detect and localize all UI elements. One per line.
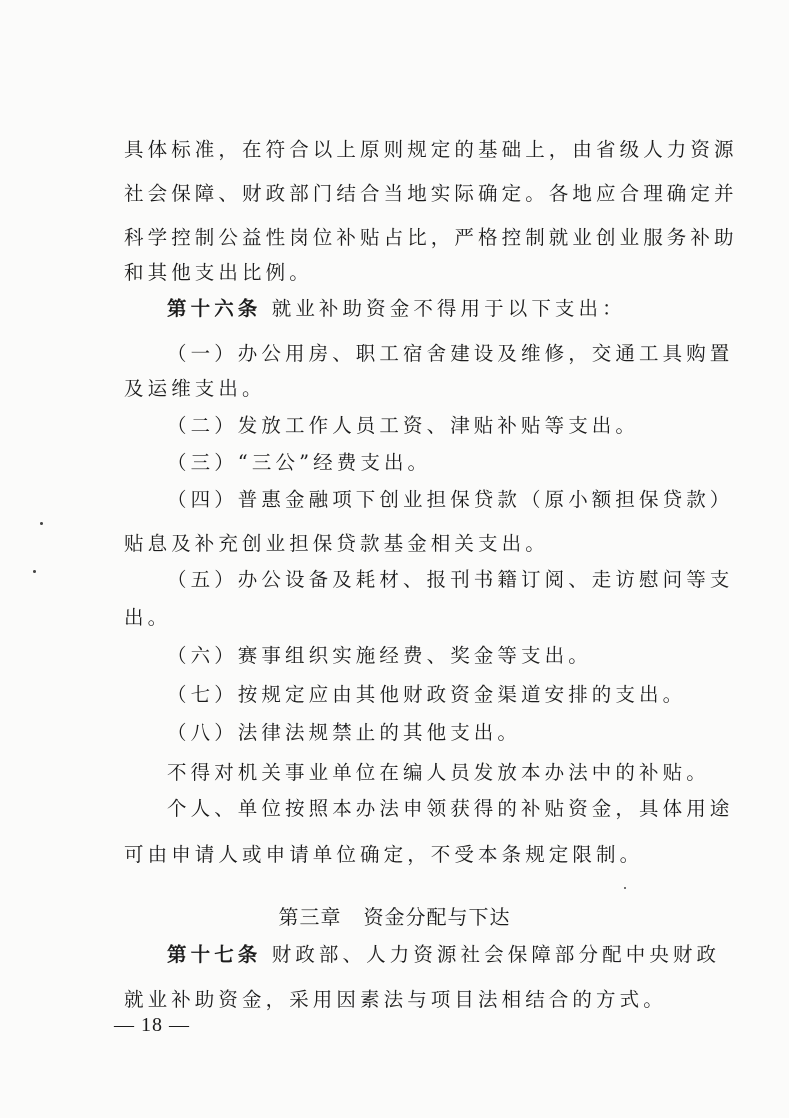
list-item: （三）“三公”经费支出。: [167, 451, 432, 474]
article-17: [167, 943, 720, 967]
article-17-text: 财政部、人力资源社会保障部分配中央财政: [271, 943, 721, 966]
list-item: （五）办公设备及耗材、报刊书籍订阅、走访慰问等支: [167, 568, 734, 591]
list-item-continuation: 及运维支出。: [124, 377, 266, 400]
paragraph-line: 就业补助资金，采用因素法与项目法相结合的方式。: [124, 988, 667, 1011]
paragraph-line: 和其他支出比例。: [124, 261, 313, 284]
list-item: （四）普惠金融项下创业担保贷款（原小额担保贷款）: [167, 488, 734, 511]
list-item: （六）赛事组织实施经费、奖金等支出。: [167, 644, 592, 667]
scan-speck: [33, 570, 36, 573]
paragraph-line: 科学控制公益性岗位补贴占比，严格控制就业创业服务补助: [124, 226, 738, 249]
list-item-continuation: 出。: [124, 606, 172, 629]
page-number: — 18 —: [114, 1014, 190, 1036]
paragraph-line: 社会保障、财政部门结合当地实际确定。各地应合理确定并: [124, 182, 738, 205]
article-16-text: 就业补助资金不得用于以下支出：: [271, 297, 626, 320]
article-16-title: 第十六条: [167, 297, 262, 320]
article-16: [167, 297, 626, 321]
chapter-heading: 第三章 资金分配与下达: [278, 905, 511, 929]
list-item: （二）发放工作人员工资、津贴补贴等支出。: [167, 414, 640, 437]
paragraph-line: 个人、单位按照本办法申领获得的补贴资金，具体用途: [167, 797, 734, 820]
paragraph-line: 可由申请人或申请单位确定，不受本条规定限制。: [124, 843, 644, 866]
scan-speck: [624, 887, 626, 889]
scan-speck: [40, 522, 43, 525]
list-item: （一）办公用房、职工宿舍建设及维修，交通工具购置: [167, 342, 734, 365]
list-item: （八）法律法规禁止的其他支出。: [167, 721, 522, 744]
list-item-continuation: 贴息及补充创业担保贷款基金相关支出。: [124, 532, 549, 555]
list-item: （七）按规定应由其他财政资金渠道安排的支出。: [167, 683, 687, 706]
paragraph-line: 不得对机关事业单位在编人员发放本办法中的补贴。: [167, 761, 710, 784]
paragraph-line: 具体标准，在符合以上原则规定的基础上，由省级人力资源: [124, 138, 738, 161]
article-17-title: 第十七条: [167, 943, 262, 966]
